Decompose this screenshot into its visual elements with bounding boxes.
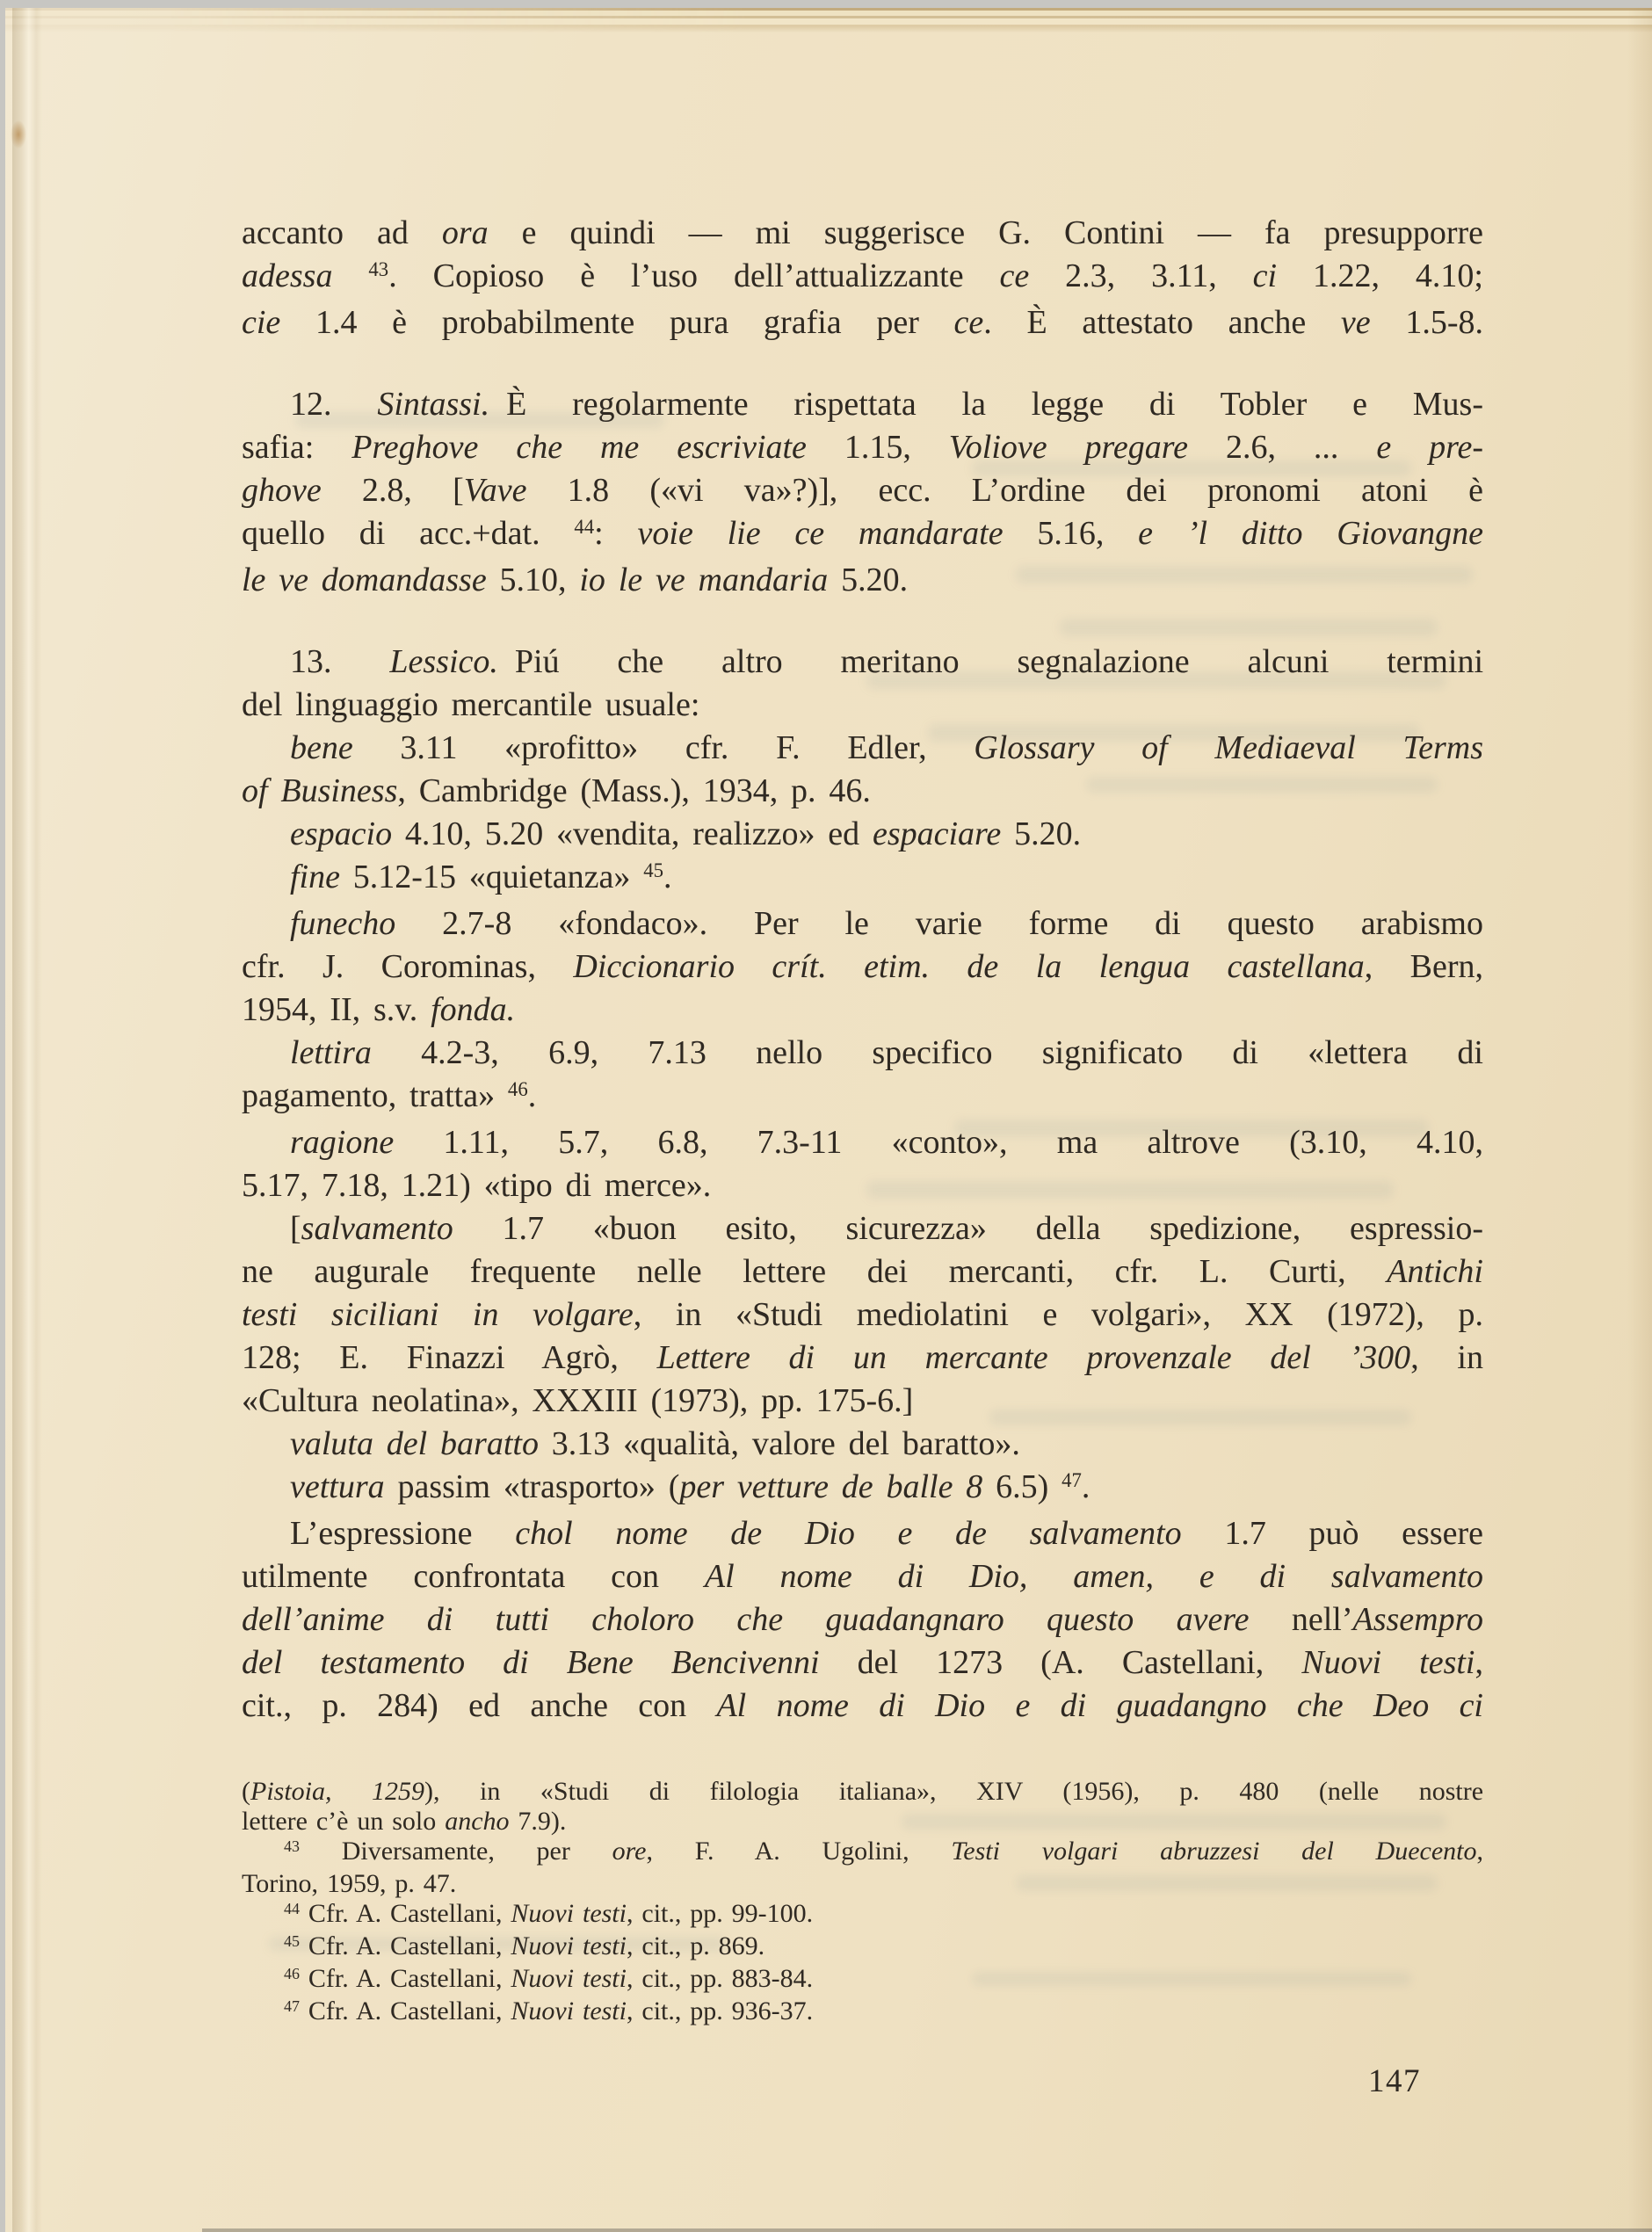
paragraph-continuation — [242, 212, 1483, 344]
page-right-shading — [1627, 8, 1652, 2232]
text-line: (Pistoia, 1259), in «Studi di filologia italiana», XIV (1956), p. 480 (nelle nostre — [242, 1777, 1484, 1806]
text-line: quello di acc.+dat. $^{44}$: voie lie ce mandarate 5.16, e ’l ditto Giovangne — [242, 515, 1484, 552]
page-number: 147 — [1368, 2063, 1421, 2099]
entry-funecho — [242, 902, 1483, 1032]
text-line: Torino, 1959, p. 47. — [242, 1869, 457, 1898]
text-line: $^{47}$ Cfr. A. Castellani, Nuovi testi, cit., pp. 936-37. — [284, 1996, 814, 2025]
text-line: [salvamento 1.7 «buon esito, sicurezza» della spedizione, espressio- — [290, 1210, 1483, 1247]
paragraph-espressione — [242, 1512, 1483, 1728]
text-line: lettira 4.2-3, 6.9, 7.13 nello specifico significato di «lettera di — [290, 1034, 1483, 1071]
text-line: cfr. J. Corominas, Diccionario crít. etim. de la lengua castellana, Bern, — [242, 948, 1483, 985]
footnote-47 — [242, 1996, 1483, 2029]
text-line: espacio 4.10, 5.20 «vendita, realizzo» ed espaciare 5.20. — [290, 815, 1082, 852]
entry-salvamento — [242, 1207, 1483, 1423]
text-line: 12. Sintassi. È regolarmente rispettata la legge di Tobler e Mus- — [290, 386, 1483, 423]
text-line: utilmente confrontata con Al nome di Dio, amen, e di salvamento — [242, 1558, 1484, 1595]
text-line: dell’anime di tutti choloro che guadangnaro questo avere nell’Assempro — [242, 1601, 1483, 1638]
text-line: of Business, Cambridge (Mass.), 1934, p. 46. — [242, 772, 871, 809]
footnotes-block — [242, 1777, 1483, 2029]
text-line: $^{46}$ Cfr. A. Castellani, Nuovi testi, cit., pp. 883-84. — [284, 1964, 814, 1993]
footnote-43 — [242, 1837, 1483, 1899]
text-line: accanto ad ora e quindi — mi suggerisce G. Contini — fa presupporre — [242, 214, 1483, 251]
footnote-45 — [242, 1931, 1483, 1964]
page-binding-crease — [12, 8, 42, 2232]
text-line: valuta del baratto 3.13 «qualità, valore del baratto». — [290, 1425, 1020, 1462]
text-line: L’espressione chol nome de Dio e de salvamento 1.7 può essere — [290, 1515, 1483, 1552]
text-line: vettura passim «trasporto» (per vetture de balle 8 6.5) $^{47}$. — [290, 1468, 1090, 1505]
text-line: testi siciliani in volgare, in «Studi mediolatini e volgari», XX (1972), p. — [242, 1296, 1483, 1333]
text-line: «Cultura neolatina», XXXIII (1973), pp. 175-6.] — [242, 1382, 914, 1419]
text-line: cit., p. 284) ed anche con Al nome di Dio e di guadangno che Deo ci — [242, 1687, 1483, 1724]
text-line: le ve domandasse 5.10, io le ve mandaria 5.20. — [242, 562, 909, 598]
page-stack-top-edges — [5, 8, 1652, 38]
text-line: $^{45}$ Cfr. A. Castellani, Nuovi testi, cit., p. 869. — [284, 1931, 765, 1960]
entry-bene — [242, 727, 1483, 813]
footnote-46 — [242, 1964, 1483, 1996]
entry-fine — [242, 856, 1483, 902]
text-line: 128; E. Finazzi Agrò, Lettere di un mercante provenzale del ’300, in — [242, 1339, 1483, 1376]
main-text-block — [242, 212, 1483, 1728]
text-line: fine 5.12-15 «quietanza» $^{45}$. — [290, 859, 672, 895]
entry-ragione — [242, 1121, 1483, 1207]
text-line: pagamento, tratta» $^{46}$. — [242, 1077, 537, 1114]
text-line: 13. Lessico. Piú che altro meritano segnalazione alcuni termini — [290, 643, 1484, 680]
text-line: 5.17, 7.18, 1.21) «tipo di merce». — [242, 1167, 712, 1204]
entry-vettura — [242, 1466, 1483, 1512]
scan-bottom-edge — [202, 2228, 1652, 2232]
text-line: lettere c’è un solo ancho 7.9). — [242, 1807, 567, 1836]
section-13-lessico — [242, 641, 1483, 727]
ink-stain — [11, 120, 26, 149]
text-line: $^{44}$ Cfr. A. Castellani, Nuovi testi, cit., pp. 99-100. — [284, 1899, 814, 1928]
text-line: del testamento di Bene Bencivenni del 1273 (A. Castellani, Nuovi testi, — [242, 1644, 1483, 1681]
footnote-continuation — [242, 1777, 1483, 1837]
text-line: funecho 2.7-8 «fondaco». Per le varie forme di questo arabismo — [290, 905, 1483, 942]
text-line: ne augurale frequente nelle lettere dei mercanti, cfr. L. Curti, Antichi — [242, 1253, 1483, 1290]
text-line: 1954, II, s.v. fonda. — [242, 991, 516, 1028]
entry-valuta — [242, 1423, 1483, 1466]
text-line: safia: Preghove che me escriviate 1.15, Voliove pregare 2.6, ... e pre- — [242, 429, 1483, 466]
text-line: del linguaggio mercantile usuale: — [242, 686, 700, 723]
text-line: bene 3.11 «profitto» cfr. F. Edler, Glossary of Mediaeval Terms — [290, 729, 1483, 766]
text-line: $^{43}$ Diversamente, per ore, F. A. Ugolini, Testi volgari abruzzesi del Duecento, — [284, 1837, 1483, 1866]
text-line: ghove 2.8, [Vave 1.8 («vi va»?)], ecc. L’ordine dei pronomi atoni è — [242, 472, 1484, 509]
text-line: adessa $^{43}$. Copioso è l’uso dell’attualizzante ce 2.3, 3.11, ci 1.22, 4.10; — [242, 257, 1483, 294]
text-line: cie 1.4 è probabilmente pura grafia per ce. È attestato anche ve 1.5-8. — [242, 304, 1483, 341]
text-line: ragione 1.11, 5.7, 6.8, 7.3-11 «conto», ma altrove (3.10, 4.10, — [290, 1124, 1483, 1161]
section-12-sintassi — [242, 383, 1483, 602]
entry-espacio — [242, 813, 1483, 856]
entry-lettira — [242, 1032, 1483, 1121]
footnote-44 — [242, 1899, 1483, 1931]
